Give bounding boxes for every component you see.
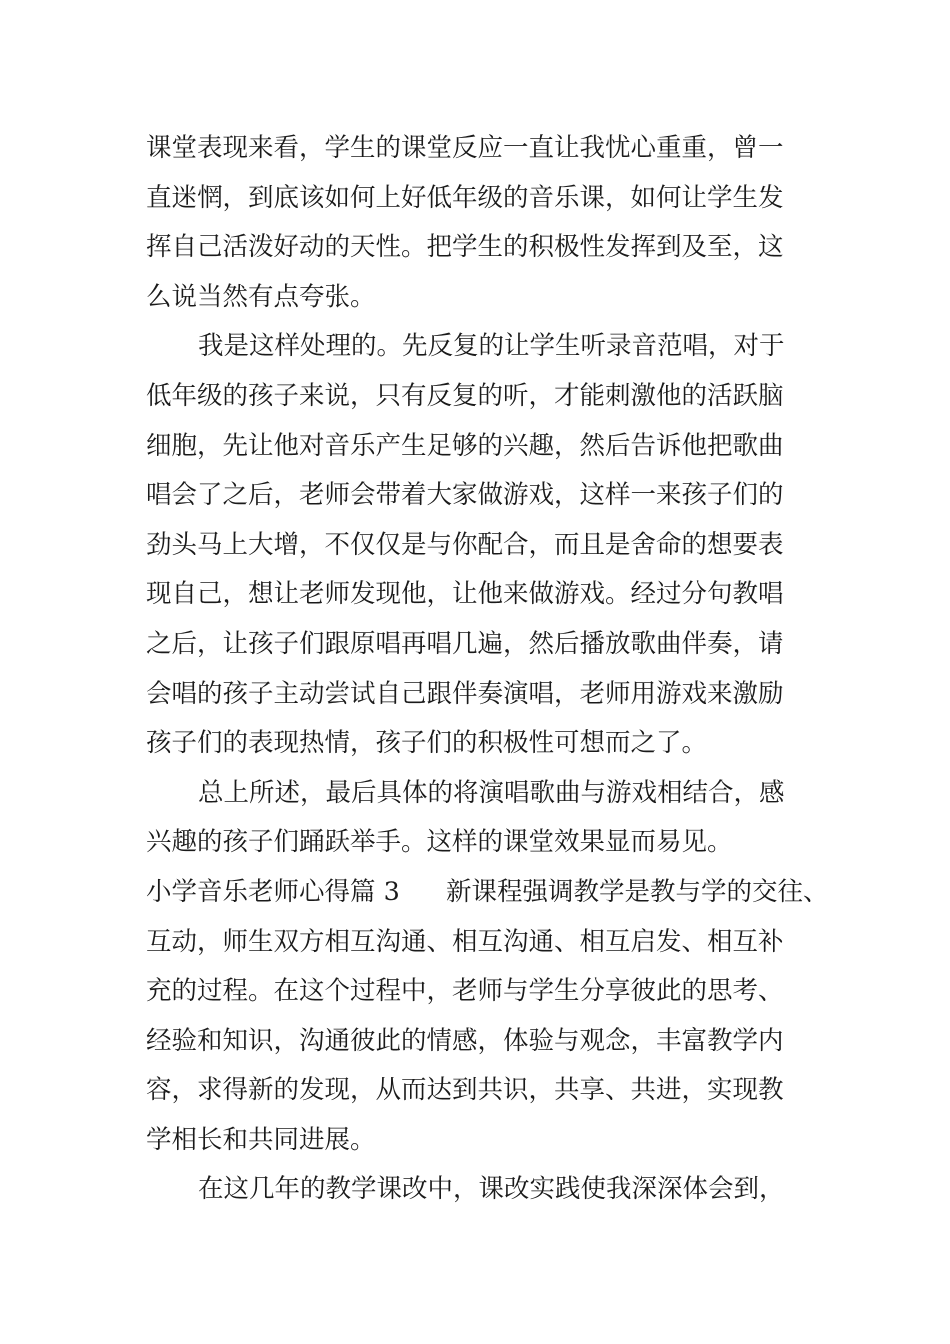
paragraph-line: 互动，师生双方相互沟通、相互沟通、相互启发、相互补: [146, 926, 784, 957]
paragraph-line: 在这几年的教学课改中，课改实践使我深深体会到，: [198, 1174, 785, 1205]
paragraph-line: 容，求得新的发现，从而达到共识，共享、共进，实现教: [146, 1075, 784, 1106]
section-heading-line: [146, 868, 846, 918]
paragraph-line: 兴趣的孩子们踊跃举手。这样的课堂效果显而易见。: [146, 827, 733, 858]
paragraph-line: 之后，让孩子们跟原唱再唱几遍，然后播放歌曲伴奏，请: [146, 628, 784, 659]
paragraph-line: 挥自己活泼好动的天性。把学生的积极性发挥到及至，这: [146, 232, 784, 263]
paragraph-2: [146, 322, 846, 768]
paragraph-1: [146, 124, 846, 322]
paragraph-line: 现自己，想让老师发现他，让他来做游戏。经过分句教唱: [146, 579, 784, 610]
paragraph-line: 课堂表现来看，学生的课堂反应一直让我忧心重重，曾一: [146, 133, 784, 163]
paragraph-line: 低年级的孩子来说，只有反复的听，才能刺激他的活跃脑: [146, 380, 784, 411]
document-body: [146, 124, 846, 1215]
paragraph-line: 孩子们的表现热情，孩子们的积极性可想而之了。: [146, 728, 708, 759]
paragraph-line: 直迷惘，到底该如何上好低年级的音乐课，如何让学生发: [146, 182, 784, 213]
paragraph-line: 唱会了之后，老师会带着大家做游戏，这样一来孩子们的: [146, 480, 784, 511]
section-first-line: 新课程强调教学是教与学的交往、: [446, 876, 829, 907]
paragraph-line: 么说当然有点夸张。: [146, 281, 376, 312]
section-title: 小学音乐老师心得篇 3: [146, 876, 400, 907]
paragraph-line: 总上所述，最后具体的将演唱歌曲与游戏相结合，感: [198, 777, 785, 808]
paragraph-line: 学相长和共同进展。: [146, 1124, 376, 1155]
paragraph-line: 我是这样处理的。先反复的让学生听录音范唱，对于: [198, 331, 785, 362]
paragraph-line: 劲头马上大增，不仅仅是与你配合，而且是舍命的想要表: [146, 529, 784, 560]
paragraph-line: 细胞，先让他对音乐产生足够的兴趣，然后告诉他把歌曲: [146, 430, 784, 461]
section-3: [146, 868, 846, 1166]
paragraph-line: 充的过程。在这个过程中，老师与学生分享彼此的思考、: [146, 976, 784, 1007]
paragraph-line: 经验和知识，沟通彼此的情感，体验与观念，丰富教学内: [146, 1025, 784, 1056]
paragraph-5: [146, 1165, 846, 1215]
paragraph-line: 会唱的孩子主动尝试自己跟伴奏演唱，老师用游戏来激励: [146, 678, 784, 709]
paragraph-3: [146, 769, 846, 868]
